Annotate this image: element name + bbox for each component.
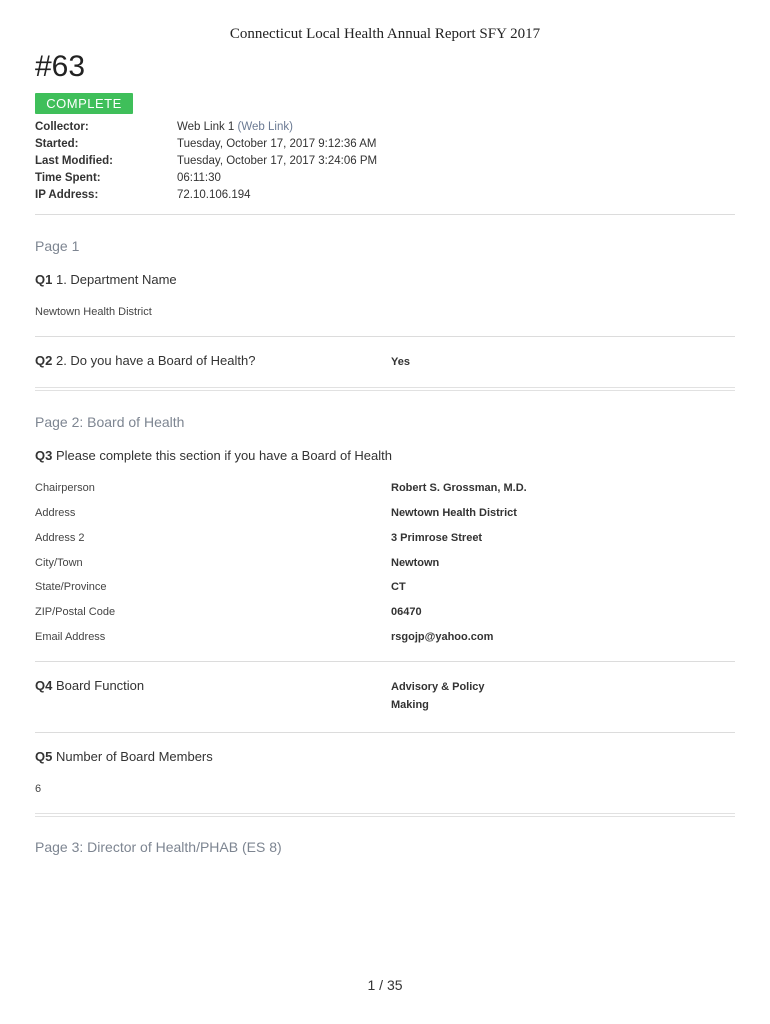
meta-collector-label: Collector: xyxy=(35,121,89,133)
page-divider xyxy=(35,813,735,817)
field-value-zip: 06470 xyxy=(391,606,422,618)
field-label-state: State/Province xyxy=(35,581,107,593)
q2-text: 2. Do you have a Board of Health? xyxy=(55,353,256,368)
field-value-state: CT xyxy=(391,581,406,593)
q3-text: Please complete this section if you have a Board of Health xyxy=(55,448,392,463)
section-divider xyxy=(35,214,735,215)
q5-answer: 6 xyxy=(35,783,42,795)
q5-text: Number of Board Members xyxy=(55,749,213,764)
q4-answer xyxy=(391,678,485,714)
report-title: Connecticut Local Health Annual Report SFY 2017 xyxy=(229,26,541,42)
q4-text: Board Function xyxy=(55,678,145,693)
field-value-email: rsgojp@yahoo.com xyxy=(391,631,494,643)
q4-number: Q4 xyxy=(35,678,53,693)
field-label-address: Address xyxy=(35,507,76,519)
q1-answer: Newtown Health District xyxy=(35,306,152,318)
collector-name: Web Link 1 xyxy=(177,121,235,133)
field-label-email: Email Address xyxy=(35,631,106,643)
q4-answer-line-2: Making xyxy=(391,699,429,711)
meta-time-label: Time Spent: xyxy=(35,172,101,184)
q3-number: Q3 xyxy=(35,448,53,463)
question-divider xyxy=(35,661,735,662)
field-label-address-2: Address 2 xyxy=(35,532,85,544)
field-value-city: Newtown xyxy=(391,557,440,569)
meta-modified-value: Tuesday, October 17, 2017 3:24:06 PM xyxy=(177,155,378,167)
field-value-address-2: 3 Primrose Street xyxy=(391,532,483,544)
q2-number: Q2 xyxy=(35,353,53,368)
q4-answer-line-1: Advisory & Policy xyxy=(391,681,485,693)
meta-started-value: Tuesday, October 17, 2017 9:12:36 AM xyxy=(177,138,377,150)
field-value-address: Newtown Health District xyxy=(391,507,517,519)
field-value-chairperson: Robert S. Grossman, M.D. xyxy=(391,482,527,494)
question-divider xyxy=(35,336,735,337)
q4-question xyxy=(35,678,144,693)
page-1-title: Page 1 xyxy=(35,238,80,254)
q1-question xyxy=(35,272,177,287)
q5-question xyxy=(35,749,213,764)
page-2-title: Page 2: Board of Health xyxy=(35,414,185,430)
q5-number: Q5 xyxy=(35,749,53,764)
q3-question xyxy=(35,448,392,463)
meta-modified-label: Last Modified: xyxy=(35,155,113,167)
q1-number: Q1 xyxy=(35,272,53,287)
field-label-chairperson: Chairperson xyxy=(35,482,95,494)
q2-answer: Yes xyxy=(391,356,410,368)
field-label-city: City/Town xyxy=(35,557,83,569)
question-divider xyxy=(35,732,735,733)
page-divider xyxy=(35,387,735,391)
status-badge: COMPLETE xyxy=(35,93,133,114)
page-number: 1 / 35 xyxy=(367,977,403,993)
response-number: #63 xyxy=(35,50,86,83)
q1-text: 1. Department Name xyxy=(55,272,177,287)
meta-time-value: 06:11:30 xyxy=(177,172,221,184)
meta-ip-value: 72.10.106.194 xyxy=(177,189,251,201)
page-3-title: Page 3: Director of Health/PHAB (ES 8) xyxy=(35,839,282,855)
field-label-zip: ZIP/Postal Code xyxy=(35,606,116,618)
meta-started-label: Started: xyxy=(35,138,79,150)
collector-type: (Web Link) xyxy=(237,121,293,133)
meta-ip-label: IP Address: xyxy=(35,189,99,201)
q2-question xyxy=(35,353,255,368)
meta-collector-value xyxy=(177,119,293,136)
